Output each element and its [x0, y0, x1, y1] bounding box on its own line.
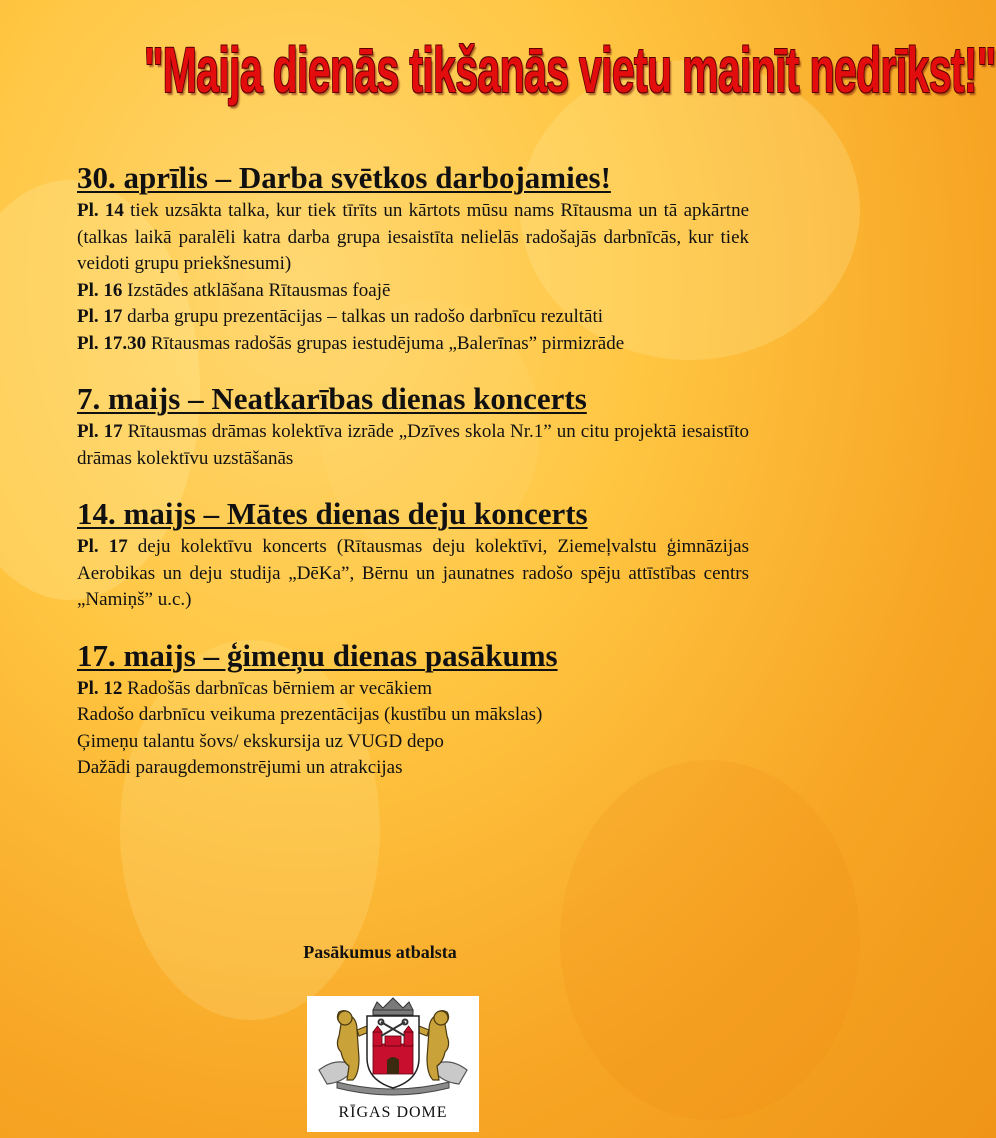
- riga-coat-of-arms-icon: [307, 996, 479, 1104]
- section-may-17: [77, 636, 749, 782]
- logo-caption: RĪGAS DOME: [338, 1104, 448, 1121]
- program-item: [77, 278, 749, 305]
- program-item: [77, 755, 749, 782]
- item-text: deju kolektīvu koncerts (Rītausmas deju kolektīvi, Ziemeļvalstu ģimnāzijas Aerobikas un deju studija „DēKa”, Bērnu un jaunatnes radošo spēju attīstības centrs „Namiņš” u.c.): [77, 536, 749, 610]
- item-text: Izstādes atklāšana Rītausmas foajē: [122, 279, 391, 301]
- section-title: 7. maijs – Neatkarības dienas koncerts: [77, 381, 587, 416]
- section-title: 14. maijs – Mātes dienas deju koncerts: [77, 496, 588, 531]
- poster-headline: "Maija dienās tikšanās vietu mainīt nedrīkst!": [144, 34, 996, 106]
- program-item: [77, 729, 749, 756]
- item-text: Radošās darbnīcas bērniem ar vecākiem: [122, 677, 433, 699]
- section-title: 17. maijs – ģimeņu dienas pasākums: [77, 637, 558, 673]
- program-item: [77, 702, 749, 729]
- background-pattern: [560, 760, 860, 1120]
- item-time: Pl. 17: [77, 421, 123, 442]
- riga-dome-logo: [307, 996, 479, 1132]
- item-text: Rītausmas drāmas kolektīva izrāde „Dzīves skola Nr.1” un citu projektā iesaistīto drāmas kolektīvu uzstāšanās: [77, 421, 749, 469]
- program-item: [77, 419, 749, 472]
- item-text: Ģimeņu talantu šovs/ ekskursija uz VUGD depo: [77, 730, 444, 752]
- section-april-30: [77, 158, 749, 357]
- item-time: Pl. 16: [77, 279, 123, 301]
- item-time: Pl. 14: [77, 200, 124, 221]
- section-may-14: [77, 494, 749, 614]
- item-time: Pl. 17.30: [77, 332, 147, 354]
- item-text: darba grupu prezentācijas – talkas un radošo darbnīcu rezultāti: [122, 306, 604, 327]
- sponsor-label: Pasākumus atbalsta: [303, 942, 457, 962]
- program-content: [77, 158, 749, 782]
- program-item: [77, 534, 749, 614]
- item-time: Pl. 17: [77, 306, 123, 327]
- item-time: Pl. 12: [77, 677, 123, 699]
- program-item: [77, 676, 749, 703]
- program-item: [77, 198, 749, 278]
- program-item: [77, 331, 749, 358]
- item-time: Pl. 17: [77, 536, 128, 557]
- item-text: tiek uzsākta talka, kur tiek tīrīts un kārtots mūsu nams Rītausma un tā apkārtne (talkas laikā paralēli katra darba grupa iesaistīta nelielās radošajās darbnīcās, kur tiek veidoti grupu priekšnesumi): [77, 200, 750, 274]
- section-may-7: [77, 379, 749, 472]
- item-text: Dažādi paraugdemonstrējumi un atrakcijas: [77, 757, 403, 778]
- program-item: [77, 304, 749, 331]
- section-title: 30. aprīlis – Darba svētkos darbojamies!: [77, 160, 611, 195]
- item-text: Rītausmas radošās grupas iestudējuma „Balerīnas” pirmizrāde: [146, 332, 625, 354]
- item-text: Radošo darbnīcu veikuma prezentācijas (kustību un mākslas): [77, 704, 543, 725]
